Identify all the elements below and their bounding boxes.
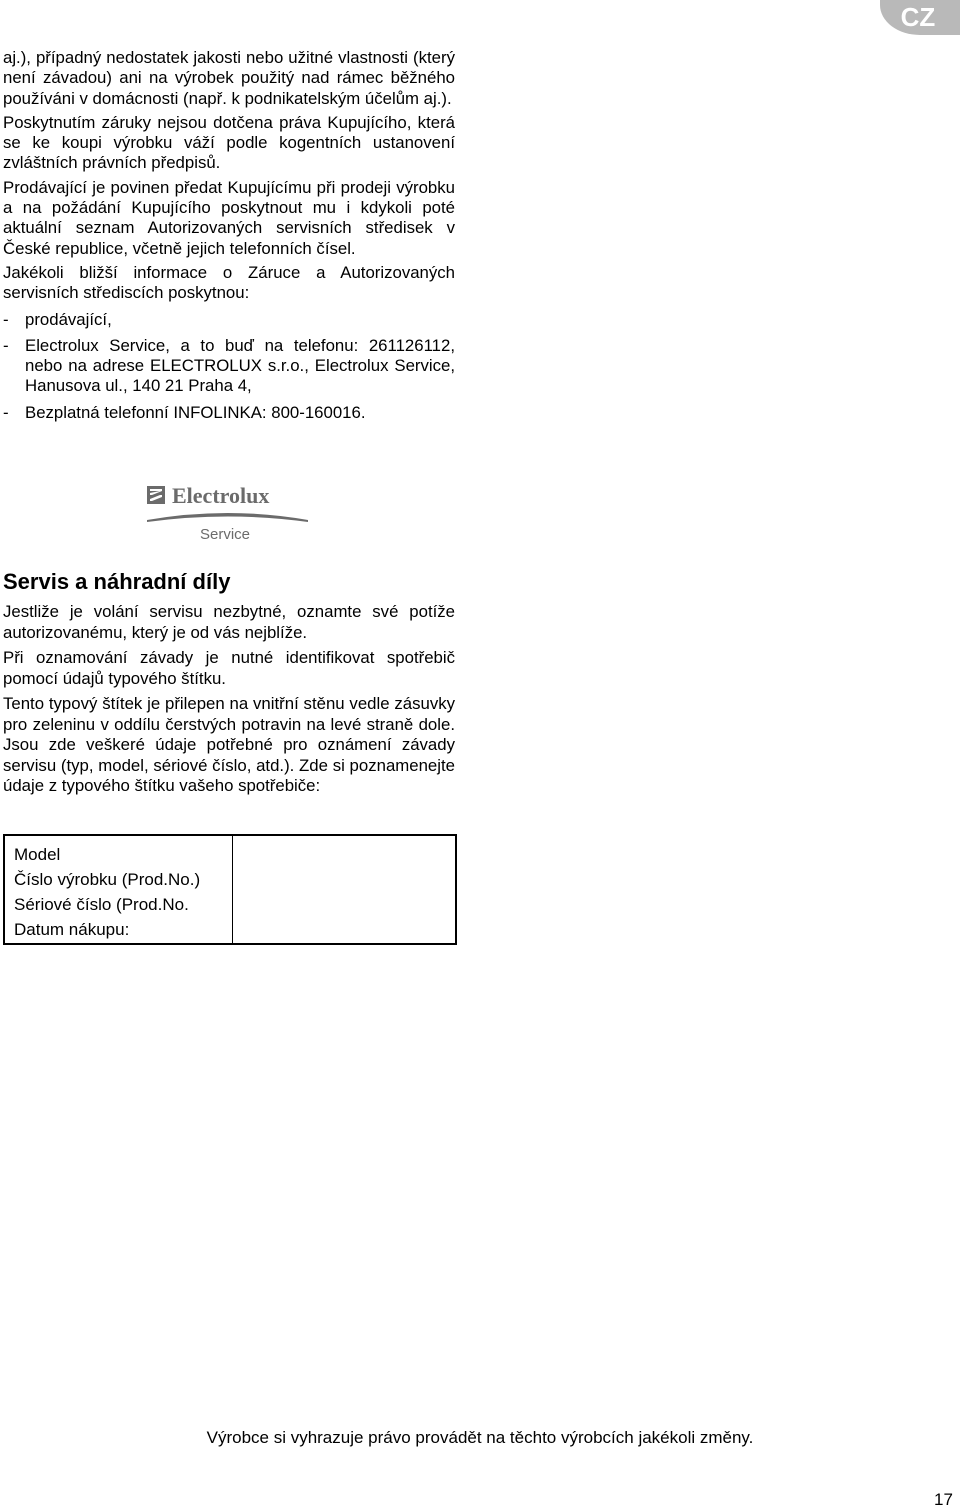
rating-plate-table [3,834,457,945]
row-label: Model [14,845,61,864]
service-paragraph: Jestliže je volání servisu nezbytné, oznamte své potíže autorizovanému, který je od vás nejblíže. [3,602,455,642]
logo-swoosh [147,513,308,522]
warranty-text [3,48,455,429]
contact-item: - Bezplatná telefonní INFOLINKA: 800-160016. [3,403,455,423]
electrolux-emblem-icon [147,486,165,504]
warranty-paragraph: Jakékoli bližší informace o Záruce a Autorizovaných servisních střediscích poskytnou: [3,262,455,303]
row-label: Číslo výrobku (Prod.No.) [14,870,201,889]
footer-note: Výrobce si vyhrazuje právo provádět na těchto výrobcích jakékoli změny. [206,1428,754,1447]
service-section [3,568,455,802]
contact-item: - Electrolux Service, a to buď na telefonu: 261126112, nebo na adrese ELECTROLUX s.r.o., Electrolux Service, Hanusova ul., 140 21 Praha 4, [3,336,455,397]
service-paragraph: Tento typový štítek je přilepen na vnitřní stěnu vedle zásuvky pro zeleninu v oddílu čerstvých potravin na levé straně dole. Jsou zde veškeré údaje potřebné pro oznámení závady servisu (typ, model, sériové číslo, atd.). Zde si poznamenejte údaje z typového štítku vašeho spotřebiče: [3,694,455,795]
logo-brand-text: Electrolux [172,483,270,508]
warranty-paragraph: Prodávající je povinen předat Kupujícímu při prodeji výrobku a na požádání Kupujícího poskytnout mu i kdykoli poté aktuální seznam Autorizovaných servisních středisek v České republice, včetně jejich telefonních čísel. [3,177,455,258]
contact-item: - prodávající, [3,310,455,330]
section-title: Servis a náhradní díly [3,569,231,594]
page-number: 17 [934,1490,953,1509]
language-badge: CZ [880,0,960,35]
service-paragraph: Při oznamování závady je nutné identifikovat spotřebič pomocí údajů typového štítku. [3,648,455,688]
contact-list [3,310,455,423]
electrolux-service-logo [146,478,311,548]
logo-subtitle-text: Service [200,526,251,543]
row-label: Datum nákupu: [14,920,130,939]
warranty-paragraph: aj.), případný nedostatek jakosti nebo užitné vlastnosti (který není závadou) ani na výrobek použitý nad rámec běžného používáni v domácnosti (např. k podnikatelským účelům aj.). [3,48,455,108]
table-row [4,835,456,865]
row-value-cell [233,835,457,944]
warranty-paragraph: Poskytnutím záruky nejsou dotčena práva Kupujícího, která se ke koupi výrobku váží podle kogentních ustanovení zvláštních právních předpisů. [3,112,455,173]
row-label: Sériové číslo (Prod.No. [14,895,189,914]
